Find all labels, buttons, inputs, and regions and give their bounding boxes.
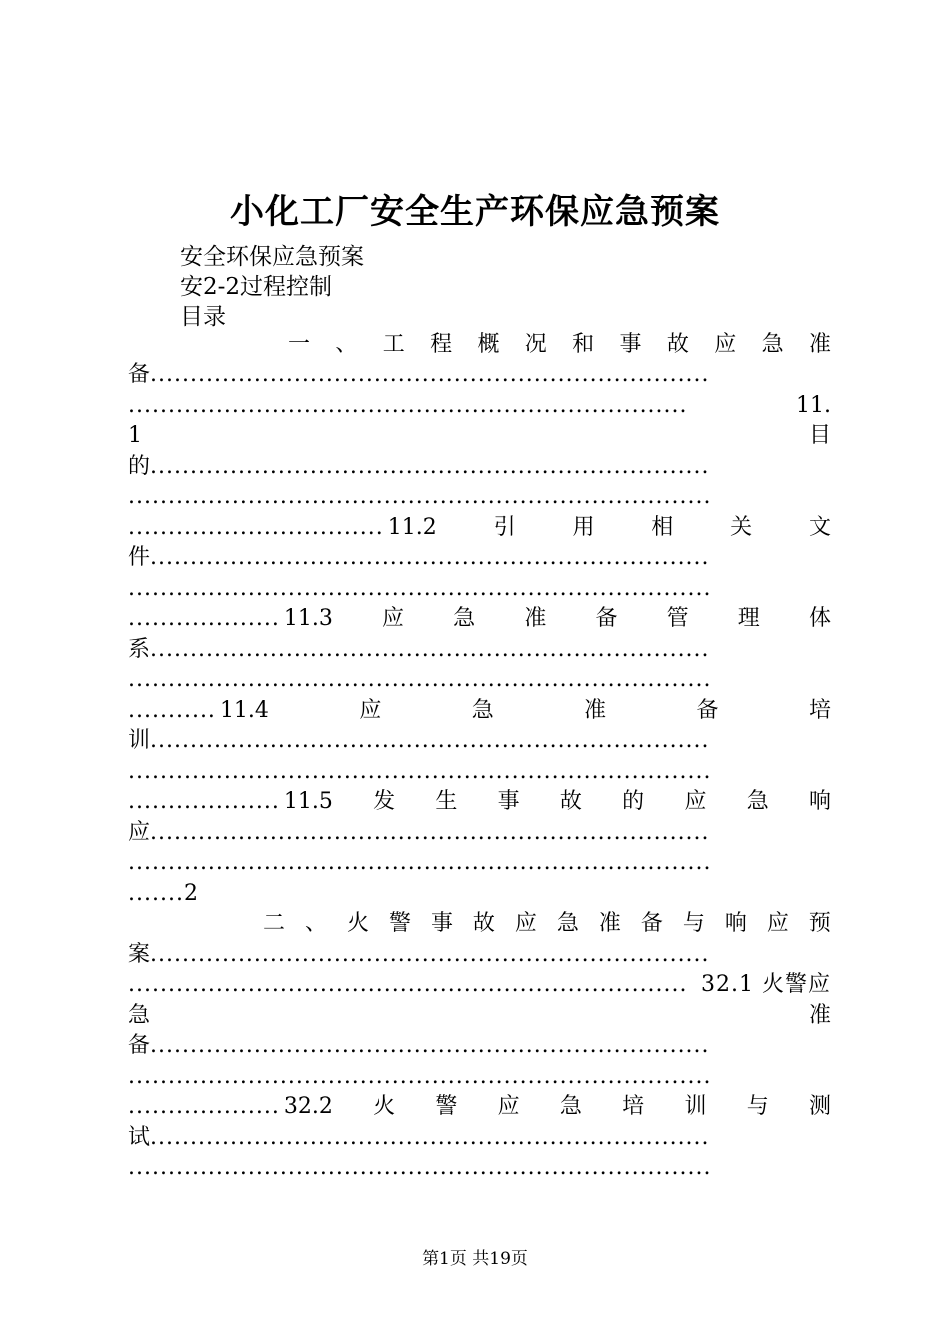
toc-line-dots: .........................................................................: [128, 850, 712, 875]
toc-line-1-4: ........... 11.4 应 急 准 备 培: [128, 698, 831, 723]
toc-line-dots: ...................................................................... 11.: [128, 393, 831, 418]
toc-line-dots: 案......................................................................: [128, 942, 710, 967]
toc-line-dots: 件......................................................................: [128, 545, 710, 570]
toc-line-section-2: 二 、 火 警 事 故 应 急 准 备 与 响 应 预: [263, 911, 831, 936]
subtitle-line-2: 安2-2过程控制: [180, 274, 333, 300]
toc-line-dots: 应......................................................................: [128, 820, 710, 845]
document-title: 小化工厂安全生产环保应急预案: [230, 192, 720, 232]
toc-line-2-1: ...................................................................... 32.1 火警应: [128, 972, 831, 997]
page-footer: 第1页 共19页: [422, 1249, 528, 1269]
toc-line-dots: .........................................................................: [128, 1155, 712, 1180]
toc-line-1-1: 1 目: [128, 423, 831, 448]
toc-line-dots: .........................................................................: [128, 576, 712, 601]
toc-line-1-3: ................... 11.3 应 急 准 备 管 理 体: [128, 606, 831, 631]
toc-heading: 目录: [180, 304, 226, 330]
toc-line-dots: 备......................................................................: [128, 362, 710, 387]
toc-line-page-ref: .......2: [128, 881, 198, 906]
toc-line-1-2: ................................ 11.2 引 用 相 关 文: [128, 515, 831, 540]
toc-line-1-5: ................... 11.5 发 生 事 故 的 应 急 响: [128, 789, 831, 814]
toc-line-dots: 试......................................................................: [128, 1125, 710, 1150]
toc-line-dots: .........................................................................: [128, 484, 712, 509]
toc-line-dots: 训......................................................................: [128, 728, 710, 753]
toc-line-continuation: 急 准: [128, 1003, 831, 1028]
toc-line-dots: 系......................................................................: [128, 637, 710, 662]
toc-line-dots: 的......................................................................: [128, 454, 710, 479]
toc-line-dots: .........................................................................: [128, 667, 712, 692]
toc-line-section-1: 一 、 工 程 概 况 和 事 故 应 急 准: [288, 332, 831, 357]
toc-line-dots: .........................................................................: [128, 1064, 712, 1089]
toc-line-dots: .........................................................................: [128, 759, 712, 784]
subtitle-line-1: 安全环保应急预案: [180, 244, 364, 270]
toc-line-2-2: ................... 32.2 火 警 应 急 培 训 与 测: [128, 1094, 831, 1119]
toc-line-dots: 备......................................................................: [128, 1033, 710, 1058]
